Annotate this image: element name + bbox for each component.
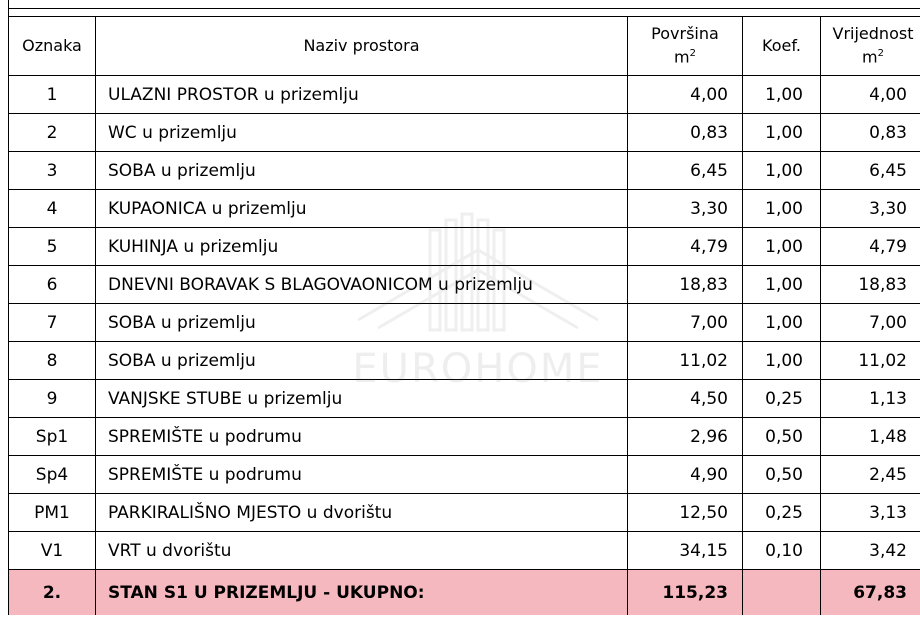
- table-row: [9, 418, 920, 456]
- row-name: SOBA u prizemlju: [96, 342, 628, 380]
- table-row: [9, 304, 920, 342]
- row-value: 1,48: [821, 418, 920, 456]
- header-povrsina-label: Površina: [651, 24, 719, 44]
- row-value: 3,30: [821, 190, 920, 228]
- table-row: [9, 342, 920, 380]
- row-name: SPREMIŠTE u podrumu: [96, 418, 628, 456]
- row-id: Sp4: [9, 456, 96, 494]
- header-povrsina-exp: 2: [689, 48, 696, 60]
- row-area: 7,00: [628, 304, 743, 342]
- row-name: SPREMIŠTE u podrumu: [96, 456, 628, 494]
- total-id: 2.: [9, 570, 96, 616]
- row-name: WC u prizemlju: [96, 114, 628, 152]
- row-id: V1: [9, 532, 96, 570]
- row-value: 1,13: [821, 380, 920, 418]
- row-name: VRT u dvorištu: [96, 532, 628, 570]
- row-id: 7: [9, 304, 96, 342]
- row-coef: 1,00: [743, 266, 821, 304]
- row-area: 4,00: [628, 76, 743, 114]
- row-area: 11,02: [628, 342, 743, 380]
- row-id: 9: [9, 380, 96, 418]
- row-id: 4: [9, 190, 96, 228]
- row-coef: 0,25: [743, 380, 821, 418]
- row-coef: 1,00: [743, 304, 821, 342]
- row-value: 6,45: [821, 152, 920, 190]
- total-row: [9, 570, 920, 616]
- row-value: 3,42: [821, 532, 920, 570]
- row-area: 4,79: [628, 228, 743, 266]
- row-area: 0,83: [628, 114, 743, 152]
- table-row: [9, 494, 920, 532]
- header-koef: Koef.: [743, 17, 821, 76]
- row-coef: 1,00: [743, 190, 821, 228]
- row-value: 2,45: [821, 456, 920, 494]
- row-id: 1: [9, 76, 96, 114]
- header-vrijednost-label: Vrijednost: [832, 24, 914, 44]
- row-value: 4,79: [821, 228, 920, 266]
- total-area: 115,23: [628, 570, 743, 616]
- header-vrijednost: [821, 17, 920, 76]
- total-name: STAN S1 U PRIZEMLJU - UKUPNO:: [96, 570, 628, 616]
- header-naziv: Naziv prostora: [96, 17, 628, 76]
- header-oznaka: Oznaka: [9, 17, 96, 76]
- row-name: VANJSKE STUBE u prizemlju: [96, 380, 628, 418]
- row-coef: 1,00: [743, 114, 821, 152]
- table-row: [9, 228, 920, 266]
- row-name: PARKIRALIŠNO MJESTO u dvorištu: [96, 494, 628, 532]
- row-coef: 0,25: [743, 494, 821, 532]
- table-row: [9, 456, 920, 494]
- row-name: DNEVNI BORAVAK S BLAGOVAONICOM u prizemlju: [96, 266, 628, 304]
- row-coef: 0,10: [743, 532, 821, 570]
- row-value: 4,00: [821, 76, 920, 114]
- row-coef: 1,00: [743, 152, 821, 190]
- row-value: 7,00: [821, 304, 920, 342]
- row-coef: 1,00: [743, 342, 821, 380]
- row-id: Sp1: [9, 418, 96, 456]
- table-row: [9, 266, 920, 304]
- row-area: 2,96: [628, 418, 743, 456]
- row-area: 6,45: [628, 152, 743, 190]
- table-row: [9, 532, 920, 570]
- row-area: 18,83: [628, 266, 743, 304]
- row-coef: 0,50: [743, 418, 821, 456]
- row-value: 0,83: [821, 114, 920, 152]
- table-row: [9, 152, 920, 190]
- row-name: SOBA u prizemlju: [96, 152, 628, 190]
- row-name: SOBA u prizemlju: [96, 304, 628, 342]
- area-table: [8, 16, 920, 615]
- table-row: [9, 380, 920, 418]
- table-row: [9, 114, 920, 152]
- row-area: 4,50: [628, 380, 743, 418]
- header-vrijednost-unit: m: [862, 47, 878, 67]
- table-row: [9, 190, 920, 228]
- total-coef-empty: [743, 570, 821, 616]
- row-name: ULAZNI PROSTOR u prizemlju: [96, 76, 628, 114]
- table-row: [9, 76, 920, 114]
- row-area: 4,90: [628, 456, 743, 494]
- row-id: 5: [9, 228, 96, 266]
- row-name: KUPAONICA u prizemlju: [96, 190, 628, 228]
- row-id: 2: [9, 114, 96, 152]
- row-value: 11,02: [821, 342, 920, 380]
- table-top-border: [8, 0, 920, 16]
- watermark-text: EUROHOME: [352, 346, 604, 392]
- header-vrijednost-exp: 2: [877, 48, 884, 60]
- row-coef: 1,00: [743, 228, 821, 266]
- row-id: PM1: [9, 494, 96, 532]
- row-coef: 0,50: [743, 456, 821, 494]
- row-area: 34,15: [628, 532, 743, 570]
- row-area: 12,50: [628, 494, 743, 532]
- row-value: 18,83: [821, 266, 920, 304]
- row-coef: 1,00: [743, 76, 821, 114]
- table-header-row: [9, 17, 920, 76]
- row-value: 3,13: [821, 494, 920, 532]
- row-name: KUHINJA u prizemlju: [96, 228, 628, 266]
- header-povrsina: [628, 17, 743, 76]
- row-id: 3: [9, 152, 96, 190]
- total-value: 67,83: [821, 570, 920, 616]
- area-table-container: [8, 0, 920, 632]
- header-povrsina-unit: m: [674, 47, 690, 67]
- row-area: 3,30: [628, 190, 743, 228]
- row-id: 6: [9, 266, 96, 304]
- row-id: 8: [9, 342, 96, 380]
